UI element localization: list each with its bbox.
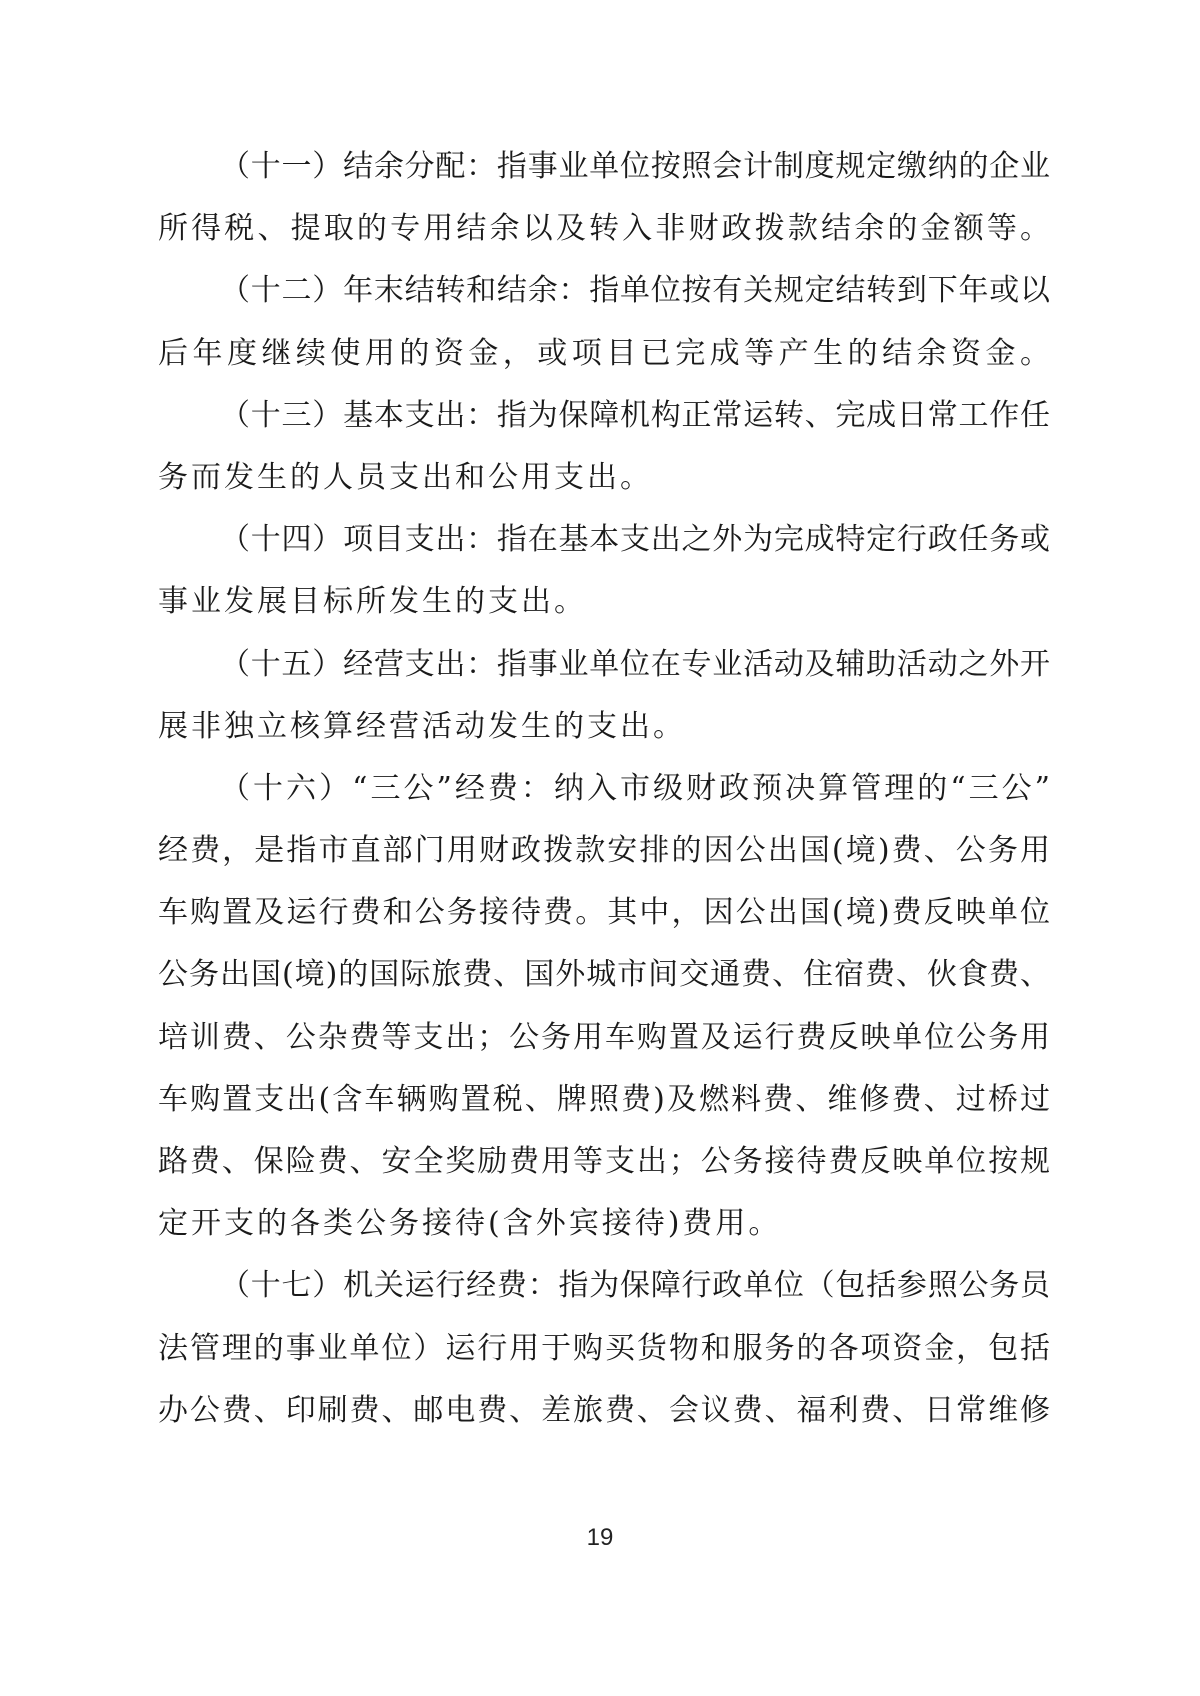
text-line: 培训费、公杂费等支出；公务用车购置及运行费反映单位公务用 — [158, 1019, 1050, 1055]
text-line: （十四）项目支出：指在基本支出之外为完成特定行政任务或 — [220, 522, 1050, 558]
text-line: （十六）“三公”经费：纳入市级财政预决算管理的“三公” — [220, 770, 1050, 806]
text-line: （十三）基本支出：指为保障机构正常运转、完成日常工作任 — [220, 397, 1050, 433]
page-number: 19 — [586, 1524, 614, 1551]
text-line: 车购置支出(含车辆购置税、牌照费)及燃料费、维修费、过桥过 — [158, 1081, 1050, 1117]
text-line: （十七）机关运行经费：指为保障行政单位（包括参照公务员 — [220, 1268, 1050, 1304]
text-line: 展非独立核算经营活动发生的支出。 — [158, 708, 686, 744]
text-line: 事业发展目标所发生的支出。 — [158, 584, 587, 620]
text-line: （十一）结余分配：指事业单位按照会计制度规定缴纳的企业 — [220, 149, 1050, 184]
text-line: 后年度继续使用的资金，或项目已完成等产生的结余资金。 — [158, 335, 1050, 371]
document-body — [158, 136, 1050, 1442]
text-line: 公务出国(境)的国际旅费、国外城市间交通费、住宿费、伙食费、 — [158, 957, 1050, 993]
text-line: 务而发生的人员支出和公用支出。 — [158, 459, 653, 495]
text-line: 办公费、印刷费、邮电费、差旅费、会议费、福利费、日常维修 — [158, 1392, 1050, 1428]
text-line: 经费，是指市直部门用财政拨款安排的因公出国(境)费、公务用 — [158, 833, 1050, 869]
text-line: （十五）经营支出：指事业单位在专业活动及辅助活动之外开 — [220, 646, 1050, 682]
text-line: 所得税、提取的专用结余以及转入非财政拨款结余的金额等。 — [158, 211, 1050, 247]
text-line: 路费、保险费、安全奖励费用等支出；公务接待费反映单位按规 — [158, 1144, 1050, 1179]
text-line: 定开支的各类公务接待(含外宾接待)费用。 — [158, 1206, 782, 1242]
text-line: 法管理的事业单位）运行用于购买货物和服务的各项资金，包括 — [158, 1330, 1050, 1366]
text-line: （十二）年末结转和结余：指单位按有关规定结转到下年或以 — [220, 273, 1050, 309]
text-line: 车购置及运行费和公务接待费。其中，因公出国(境)费反映单位 — [158, 895, 1050, 931]
